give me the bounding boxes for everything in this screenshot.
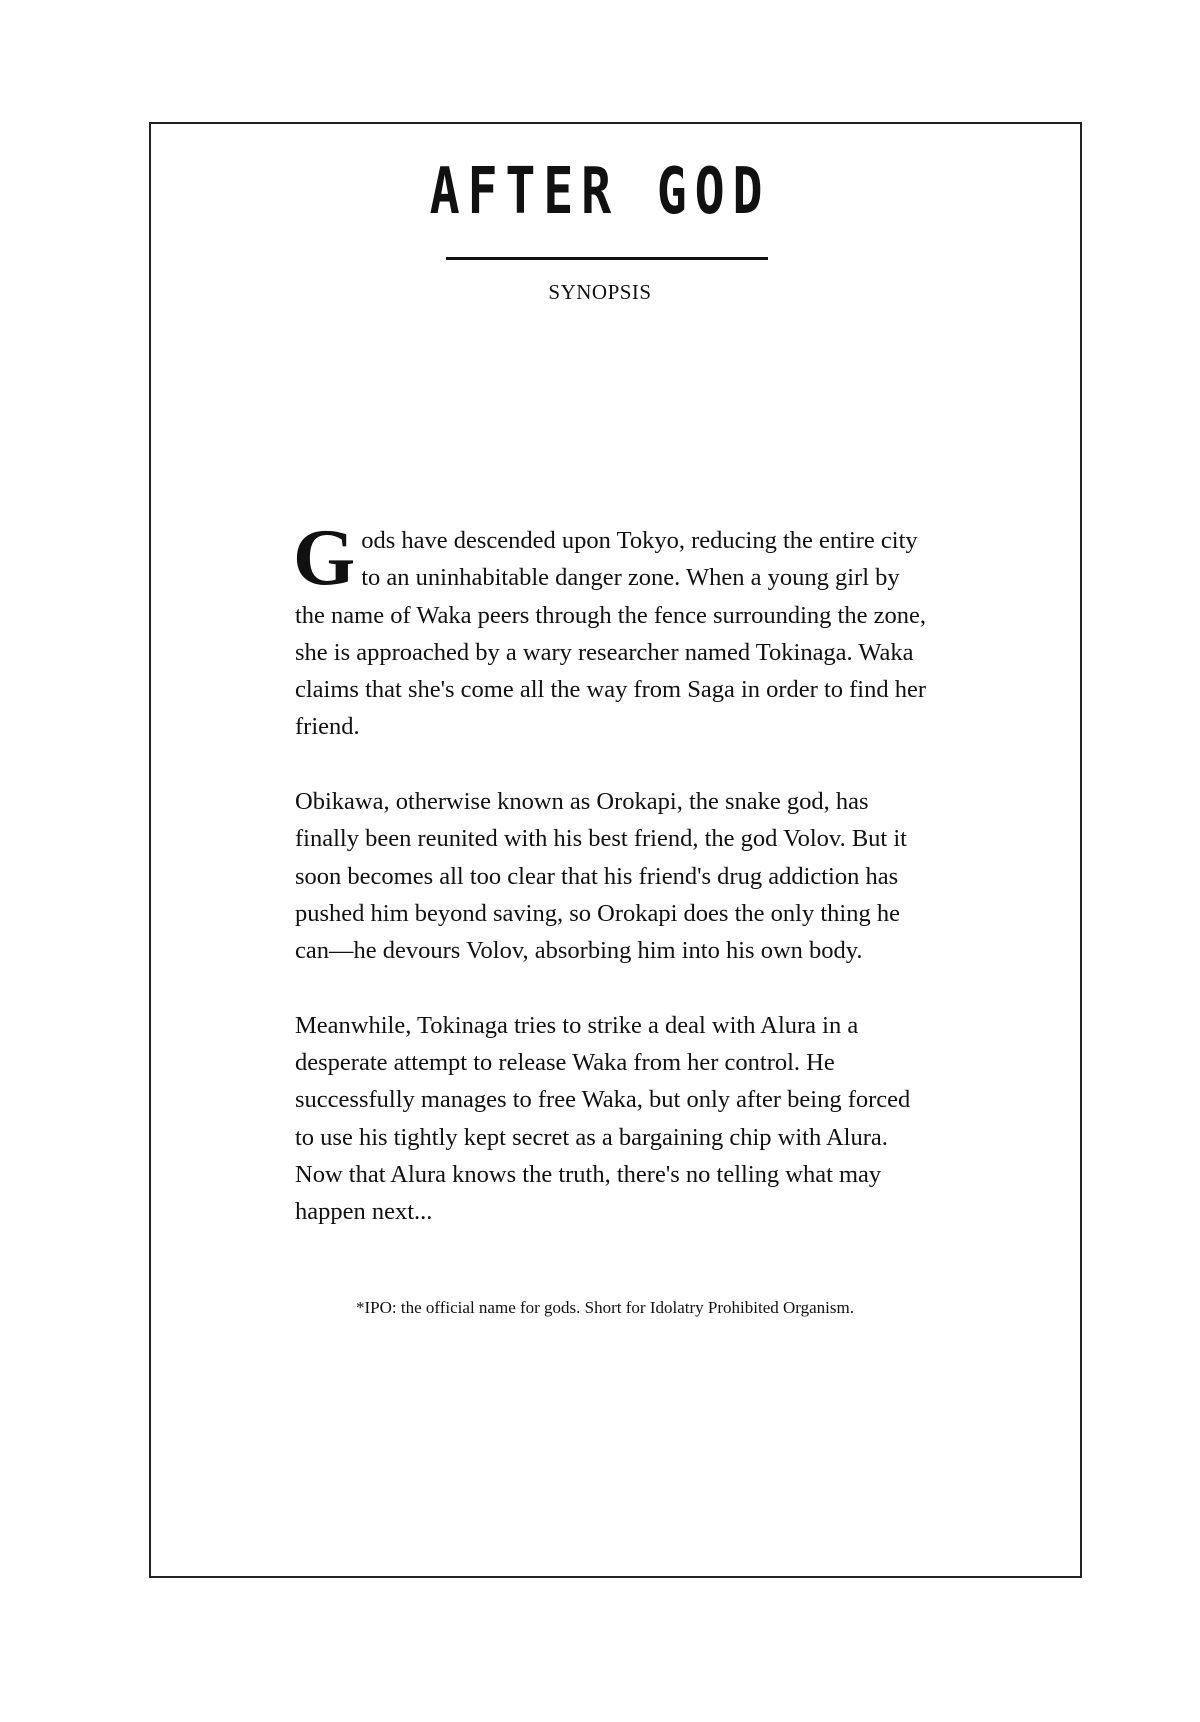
section-subtitle: SYNOPSIS [548, 280, 652, 304]
title-divider [446, 257, 768, 260]
synopsis-paragraph-1 [293, 514, 935, 746]
synopsis-paragraph-3: Meanwhile, Tokinaga tries to strike a deal with Alura in a desperate attempt to release Waka from her control. He successfully manages to free Waka, but only after being forced to use his tightly kept secret as a bargaining chip with Alura. Now that Alura knows the truth, there's no telling what may happen next... [295, 1011, 911, 1226]
paragraph-text: ods have descended upon Tokyo, reducing the entire city to an uninhabitable danger zone. When a young girl by the name of Waka peers through the fence surrounding the zone, she is approached by a wary researcher named Tokinaga. Waka claims that she's come all the way from Saga in order to find her friend. [295, 527, 927, 741]
footnote: *IPO: the official name for gods. Short for Idolatry Prohibited Organism. [356, 1298, 854, 1317]
synopsis-body [293, 514, 935, 1268]
synopsis-paragraph-2: Obikawa, otherwise known as Orokapi, the snake god, has finally been reunited with his best friend, the god Volov. But it soon becomes all too clear that his friend's drug addiction has pushed him beyond saving, so Orokapi does the only thing he can—he devours Volov, absorbing him into his own body. [295, 788, 907, 965]
drop-cap: G [293, 514, 356, 602]
page-title: AFTER GOD [429, 155, 771, 229]
